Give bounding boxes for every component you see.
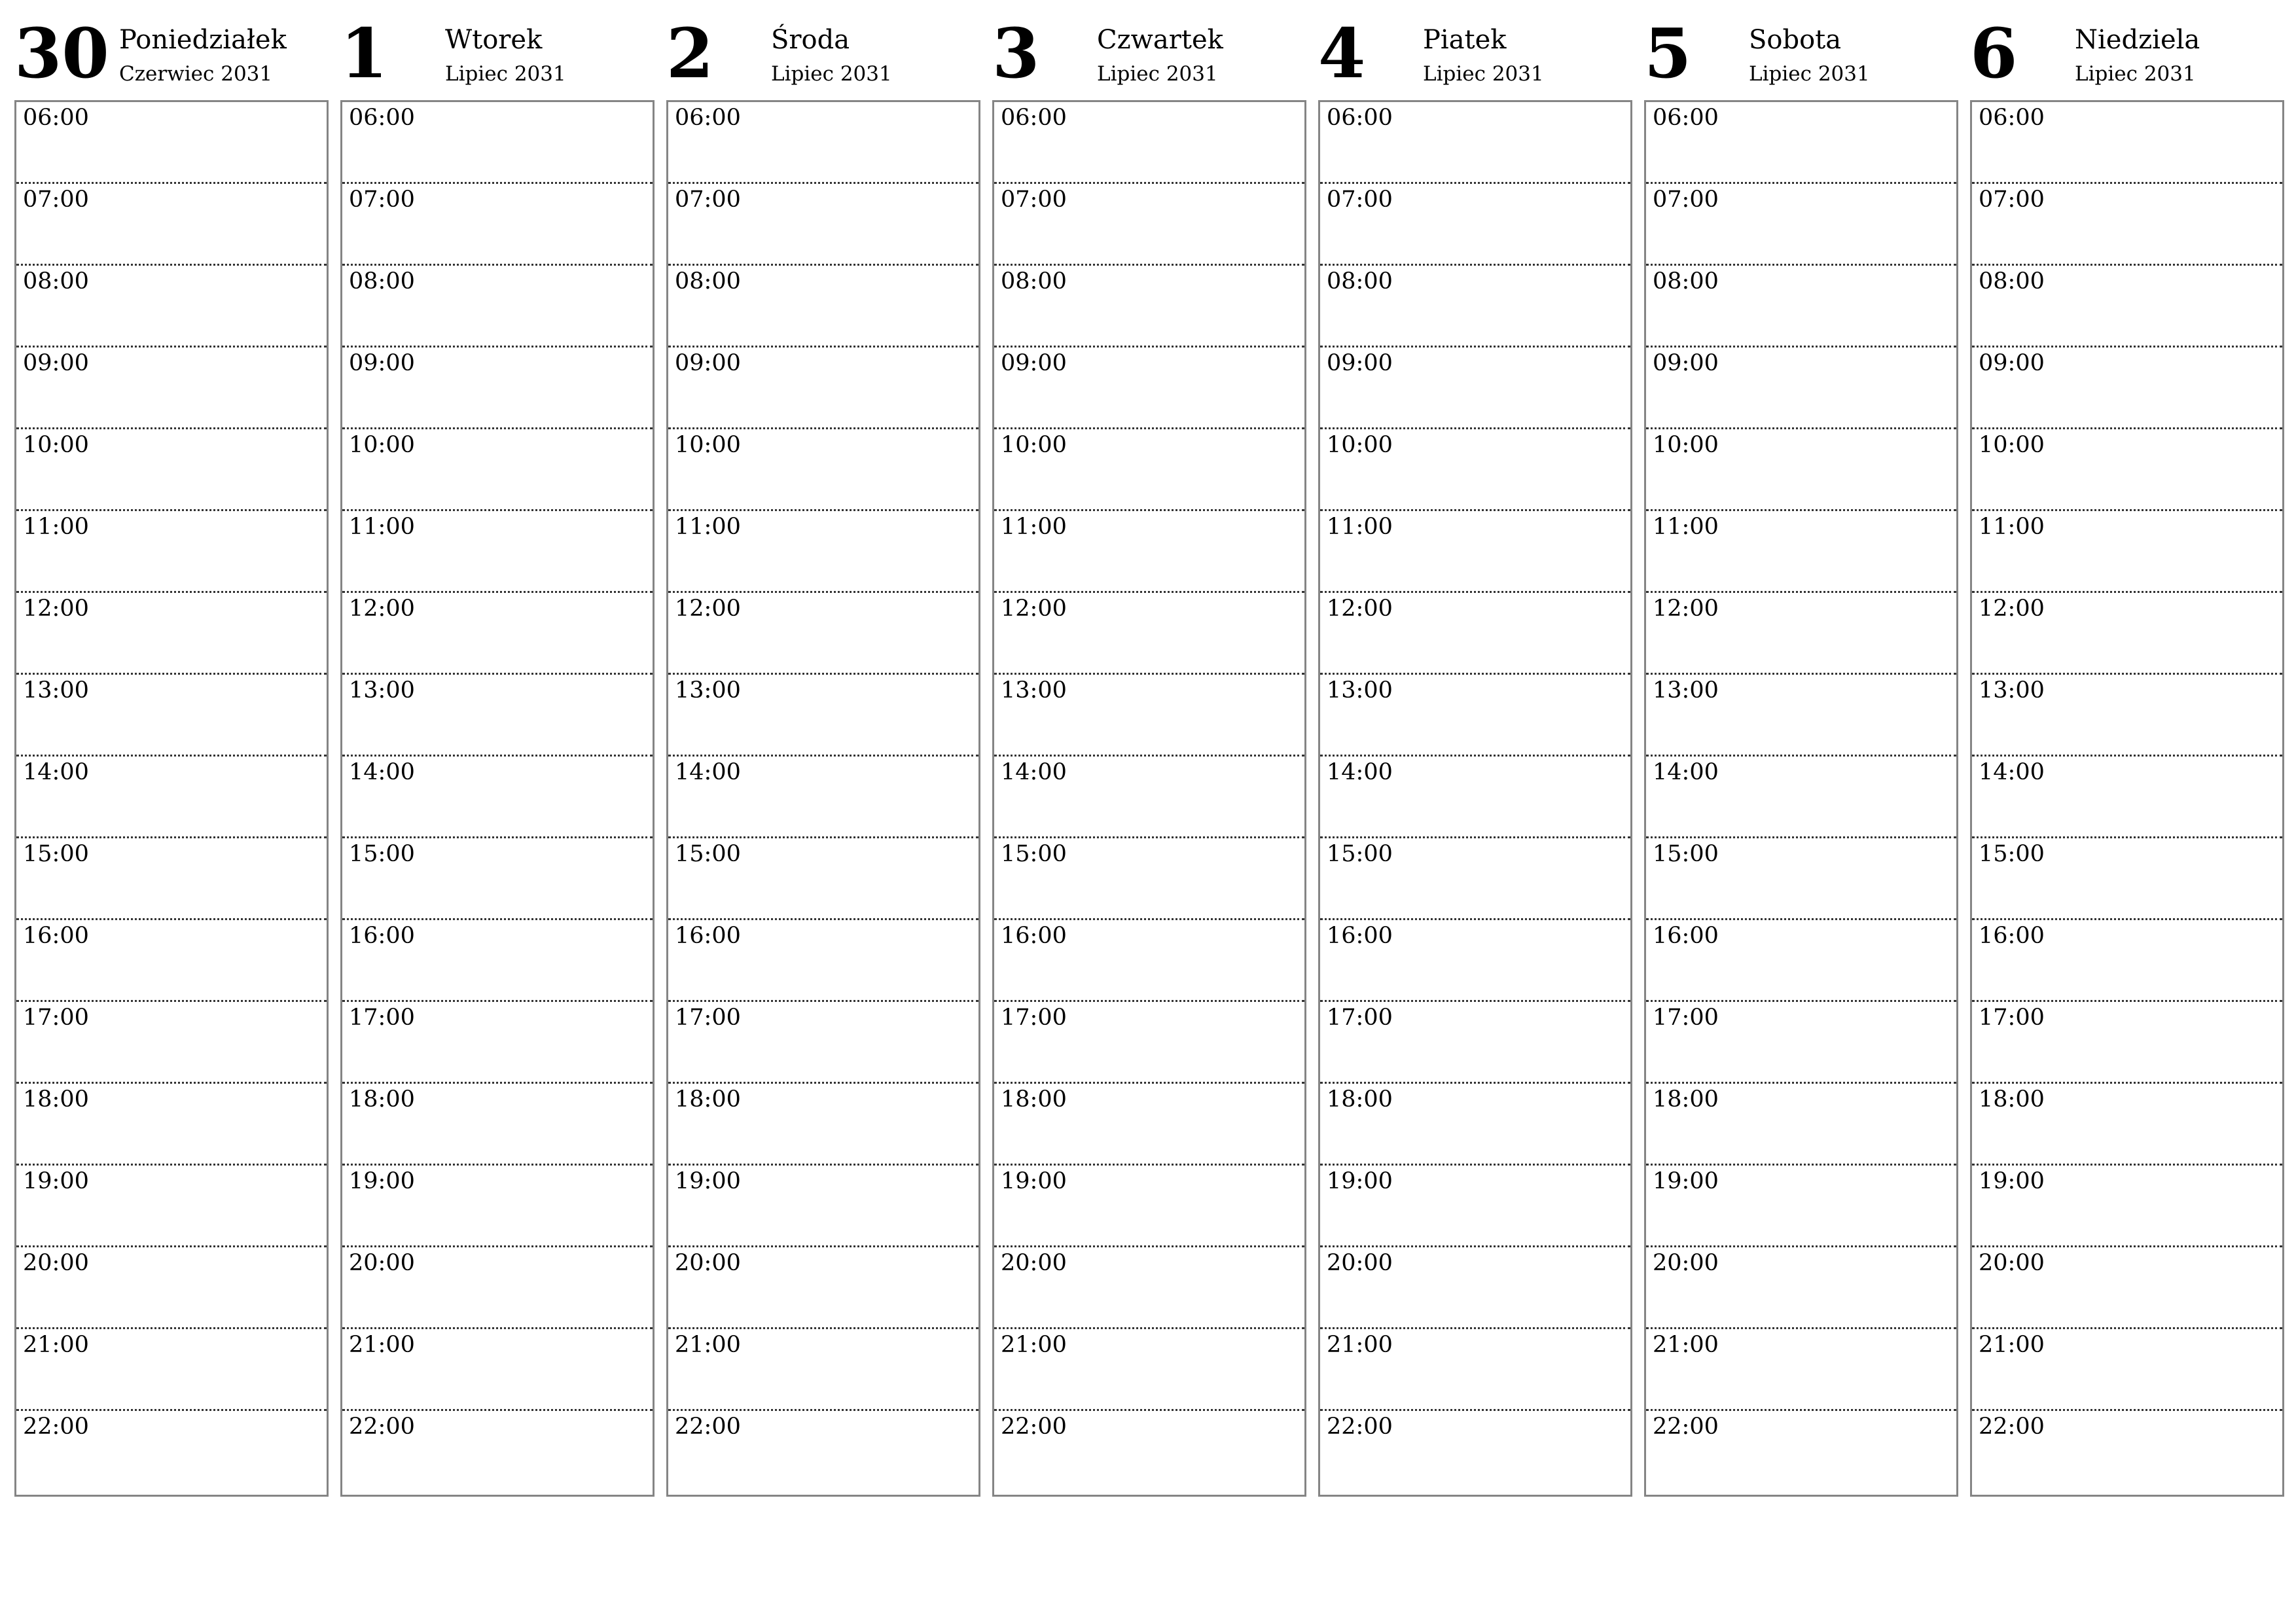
hour-label: 21:00 [349,1332,415,1358]
hour-label: 06:00 [1327,105,1393,131]
hour-slot[interactable] [1972,1166,2282,1247]
hour-slot[interactable] [1646,348,1956,429]
hour-label: 19:00 [23,1168,89,1194]
day-column [992,0,1306,1505]
hour-label: 16:00 [349,923,415,949]
hour-label: 13:00 [1327,677,1393,704]
hour-slot[interactable] [16,675,327,757]
hour-slot[interactable] [994,348,1304,429]
hour-slot[interactable] [342,1411,653,1493]
hour-label: 14:00 [349,759,415,785]
hour-label: 09:00 [1327,350,1393,376]
hour-label: 09:00 [1979,350,2045,376]
hour-label: 22:00 [349,1414,415,1440]
day-name: Niedziela [2075,25,2200,55]
hour-slot[interactable] [16,429,327,511]
hour-label: 14:00 [23,759,89,785]
day-month-year: Lipiec 2031 [1097,62,1218,86]
hour-slot[interactable] [342,429,653,511]
hour-slot[interactable] [1972,1002,2282,1084]
hour-slot[interactable] [1320,757,1630,838]
hour-slot[interactable] [1646,266,1956,348]
hour-label: 08:00 [1653,268,1719,294]
day-column [340,0,655,1505]
hour-slot[interactable] [668,429,978,511]
hour-label: 17:00 [23,1005,89,1031]
hour-label: 15:00 [1327,841,1393,867]
hour-slot[interactable] [668,920,978,1002]
day-number: 30 [14,13,109,94]
hour-slot[interactable] [1320,184,1630,266]
hour-slot[interactable] [1320,675,1630,757]
hour-slot[interactable] [1646,675,1956,757]
hour-slot[interactable] [342,348,653,429]
hour-slot[interactable] [668,1084,978,1166]
hour-label: 13:00 [1653,677,1719,704]
hour-slot[interactable] [16,1166,327,1247]
hour-slot[interactable] [994,838,1304,920]
hour-slot[interactable] [16,511,327,593]
hour-slot[interactable] [1972,511,2282,593]
hour-slot[interactable] [342,1247,653,1329]
hour-label: 17:00 [1653,1005,1719,1031]
day-column [1644,0,1958,1505]
hour-slot[interactable] [1972,1411,2282,1493]
hour-label: 06:00 [349,105,415,131]
hour-label: 07:00 [1653,187,1719,213]
hour-label: 11:00 [1979,514,2045,540]
hour-slot[interactable] [1646,1084,1956,1166]
hour-slot[interactable] [994,266,1304,348]
hour-slot[interactable] [668,184,978,266]
hour-slot[interactable] [668,1247,978,1329]
hour-label: 18:00 [1979,1086,2045,1113]
hour-label: 22:00 [1653,1414,1719,1440]
day-column [666,0,980,1505]
hour-label: 18:00 [1653,1086,1719,1113]
hour-slot[interactable] [342,1002,653,1084]
hour-label: 17:00 [675,1005,741,1031]
hour-slot[interactable] [1320,1166,1630,1247]
day-number: 3 [992,13,1040,94]
hour-label: 10:00 [1327,432,1393,458]
hour-slot[interactable] [342,266,653,348]
hour-slot[interactable] [342,511,653,593]
hour-label: 20:00 [1979,1250,2045,1276]
hour-slot[interactable] [1320,1247,1630,1329]
hour-label: 09:00 [1001,350,1067,376]
hour-label: 12:00 [1653,596,1719,622]
hour-slot[interactable] [1972,348,2282,429]
hour-label: 17:00 [349,1005,415,1031]
hour-label: 08:00 [23,268,89,294]
hour-label: 16:00 [23,923,89,949]
hour-label: 14:00 [1001,759,1067,785]
hour-label: 07:00 [1327,187,1393,213]
hour-label: 21:00 [1653,1332,1719,1358]
hour-label: 09:00 [23,350,89,376]
hour-label: 08:00 [675,268,741,294]
hour-label: 14:00 [1979,759,2045,785]
day-column [1318,0,1632,1505]
hour-label: 19:00 [1979,1168,2045,1194]
hour-slot[interactable] [16,1002,327,1084]
hour-label: 22:00 [1327,1414,1393,1440]
hour-slot[interactable] [994,1002,1304,1084]
hour-slot[interactable] [342,838,653,920]
hour-slot[interactable] [1972,1329,2282,1411]
hour-label: 18:00 [1327,1086,1393,1113]
hour-slot[interactable] [994,1329,1304,1411]
hour-label: 14:00 [675,759,741,785]
hour-slot[interactable] [1320,429,1630,511]
hour-slot[interactable] [1646,511,1956,593]
hour-slot[interactable] [994,675,1304,757]
hour-label: 21:00 [1001,1332,1067,1358]
hour-label: 20:00 [23,1250,89,1276]
hour-slot[interactable] [1646,1002,1956,1084]
hour-slot[interactable] [1646,429,1956,511]
hour-label: 18:00 [23,1086,89,1113]
hour-label: 15:00 [23,841,89,867]
hour-label: 21:00 [675,1332,741,1358]
hour-label: 09:00 [349,350,415,376]
hour-slot[interactable] [342,1166,653,1247]
hour-label: 22:00 [23,1414,89,1440]
hour-label: 18:00 [675,1086,741,1113]
hour-label: 22:00 [1001,1414,1067,1440]
hour-slot[interactable] [16,102,327,184]
hour-slot[interactable] [994,184,1304,266]
hour-slot[interactable] [668,593,978,675]
day-header [1318,0,1632,99]
hour-label: 08:00 [1979,268,2045,294]
day-schedule-box [666,100,980,1497]
hour-slot[interactable] [342,184,653,266]
hour-label: 13:00 [1001,677,1067,704]
hour-slot[interactable] [16,1084,327,1166]
hour-slot[interactable] [16,266,327,348]
hour-slot[interactable] [668,1411,978,1493]
hour-slot[interactable] [342,1084,653,1166]
hour-label: 14:00 [1327,759,1393,785]
hour-label: 11:00 [349,514,415,540]
day-header [1970,0,2284,99]
hour-label: 07:00 [23,187,89,213]
hour-slot[interactable] [1972,675,2282,757]
day-number: 1 [340,13,388,94]
hour-label: 07:00 [349,187,415,213]
hour-label: 15:00 [675,841,741,867]
hour-slot[interactable] [1972,838,2282,920]
hour-slot[interactable] [16,757,327,838]
hour-label: 21:00 [1979,1332,2045,1358]
hour-slot[interactable] [1972,1084,2282,1166]
hour-slot[interactable] [1972,429,2282,511]
hour-label: 08:00 [1001,268,1067,294]
hour-slot[interactable] [668,757,978,838]
hour-slot[interactable] [342,675,653,757]
hour-label: 12:00 [675,596,741,622]
day-schedule-box [1970,100,2284,1497]
day-month-year: Czerwiec 2031 [119,62,273,86]
day-schedule-box [992,100,1306,1497]
hour-label: 13:00 [675,677,741,704]
hour-slot[interactable] [668,266,978,348]
hour-slot[interactable] [668,1002,978,1084]
hour-slot[interactable] [668,1166,978,1247]
hour-slot[interactable] [994,757,1304,838]
hour-label: 11:00 [675,514,741,540]
hour-slot[interactable] [1320,511,1630,593]
hour-slot[interactable] [1972,1247,2282,1329]
hour-label: 09:00 [675,350,741,376]
hour-label: 22:00 [1979,1414,2045,1440]
hour-slot[interactable] [994,920,1304,1002]
hour-label: 08:00 [349,268,415,294]
day-header [14,0,329,99]
day-name: Sobota [1749,25,1842,55]
hour-slot[interactable] [342,102,653,184]
day-month-year: Lipiec 2031 [771,62,892,86]
hour-slot[interactable] [342,593,653,675]
hour-label: 12:00 [1327,596,1393,622]
hour-label: 16:00 [1979,923,2045,949]
hour-slot[interactable] [1320,920,1630,1002]
day-header [666,0,980,99]
hour-slot[interactable] [16,838,327,920]
hour-label: 11:00 [1001,514,1067,540]
day-name: Środa [771,25,850,55]
hour-slot[interactable] [994,511,1304,593]
day-schedule-box [340,100,655,1497]
hour-label: 06:00 [675,105,741,131]
hour-slot[interactable] [1646,1166,1956,1247]
hour-label: 12:00 [1001,596,1067,622]
hour-slot[interactable] [994,102,1304,184]
hour-slot[interactable] [16,920,327,1002]
hour-label: 15:00 [1653,841,1719,867]
hour-label: 10:00 [23,432,89,458]
hour-slot[interactable] [16,1411,327,1493]
day-number: 6 [1970,13,2018,94]
day-number: 2 [666,13,714,94]
hour-label: 15:00 [349,841,415,867]
hour-label: 14:00 [1653,759,1719,785]
hour-slot[interactable] [1320,348,1630,429]
hour-label: 19:00 [675,1168,741,1194]
day-name: Czwartek [1097,25,1223,55]
hour-slot[interactable] [1972,757,2282,838]
hour-slot[interactable] [1972,102,2282,184]
hour-label: 16:00 [675,923,741,949]
hour-label: 15:00 [1979,841,2045,867]
hour-slot[interactable] [994,1247,1304,1329]
hour-slot[interactable] [994,1084,1304,1166]
day-column [14,0,329,1505]
hour-slot[interactable] [1320,1411,1630,1493]
hour-label: 10:00 [1979,432,2045,458]
hour-label: 22:00 [675,1414,741,1440]
hour-slot[interactable] [1646,920,1956,1002]
hour-label: 12:00 [1979,596,2045,622]
hour-slot[interactable] [1646,1329,1956,1411]
hour-slot[interactable] [1646,184,1956,266]
hour-label: 19:00 [1653,1168,1719,1194]
hour-label: 17:00 [1001,1005,1067,1031]
hour-slot[interactable] [668,348,978,429]
hour-slot[interactable] [668,675,978,757]
hour-label: 12:00 [349,596,415,622]
hour-slot[interactable] [16,1247,327,1329]
hour-label: 13:00 [23,677,89,704]
hour-slot[interactable] [1646,757,1956,838]
hour-label: 06:00 [1979,105,2045,131]
hour-slot[interactable] [1646,1247,1956,1329]
hour-slot[interactable] [1320,102,1630,184]
hour-label: 20:00 [1001,1250,1067,1276]
hour-slot[interactable] [994,1411,1304,1493]
hour-slot[interactable] [1320,1329,1630,1411]
hour-label: 06:00 [1001,105,1067,131]
hour-slot[interactable] [1320,1002,1630,1084]
day-header [1644,0,1958,99]
hour-slot[interactable] [16,348,327,429]
hour-label: 09:00 [1653,350,1719,376]
day-header [992,0,1306,99]
hour-label: 17:00 [1327,1005,1393,1031]
hour-label: 16:00 [1327,923,1393,949]
hour-label: 07:00 [675,187,741,213]
day-name: Piatek [1423,25,1507,55]
hour-label: 19:00 [349,1168,415,1194]
hour-slot[interactable] [16,184,327,266]
hour-slot[interactable] [342,757,653,838]
day-month-year: Lipiec 2031 [2075,62,2196,86]
hour-slot[interactable] [1320,1084,1630,1166]
hour-label: 10:00 [1001,432,1067,458]
hour-label: 16:00 [1653,923,1719,949]
hour-label: 11:00 [1653,514,1719,540]
hour-slot[interactable] [994,429,1304,511]
hour-label: 08:00 [1327,268,1393,294]
hour-slot[interactable] [668,1329,978,1411]
hour-slot[interactable] [1320,838,1630,920]
hour-slot[interactable] [1646,838,1956,920]
hour-slot[interactable] [1320,266,1630,348]
hour-slot[interactable] [668,511,978,593]
hour-label: 17:00 [1979,1005,2045,1031]
hour-slot[interactable] [1972,593,2282,675]
day-month-year: Lipiec 2031 [1749,62,1870,86]
day-month-year: Lipiec 2031 [445,62,566,86]
hour-slot[interactable] [668,838,978,920]
hour-label: 16:00 [1001,923,1067,949]
hour-label: 07:00 [1001,187,1067,213]
hour-label: 15:00 [1001,841,1067,867]
day-header [340,0,655,99]
hour-slot[interactable] [342,920,653,1002]
hour-label: 12:00 [23,596,89,622]
day-name: Wtorek [445,25,543,55]
hour-label: 20:00 [1327,1250,1393,1276]
day-number: 5 [1644,13,1692,94]
hour-label: 10:00 [349,432,415,458]
hour-label: 18:00 [349,1086,415,1113]
hour-label: 07:00 [1979,187,2045,213]
hour-label: 19:00 [1001,1168,1067,1194]
hour-slot[interactable] [1646,102,1956,184]
hour-slot[interactable] [1972,266,2282,348]
hour-slot[interactable] [994,1166,1304,1247]
day-number: 4 [1318,13,1366,94]
hour-label: 06:00 [23,105,89,131]
hour-slot[interactable] [1646,593,1956,675]
hour-label: 11:00 [1327,514,1393,540]
hour-slot[interactable] [1320,593,1630,675]
hour-label: 21:00 [1327,1332,1393,1358]
hour-slot[interactable] [342,1329,653,1411]
day-schedule-box [1318,100,1632,1497]
day-name: Poniedziałek [119,25,287,55]
hour-label: 11:00 [23,514,89,540]
hour-slot[interactable] [16,593,327,675]
hour-slot[interactable] [1972,920,2282,1002]
hour-label: 10:00 [675,432,741,458]
hour-label: 10:00 [1653,432,1719,458]
hour-label: 18:00 [1001,1086,1067,1113]
hour-label: 13:00 [349,677,415,704]
hour-label: 20:00 [675,1250,741,1276]
hour-label: 20:00 [1653,1250,1719,1276]
hour-slot[interactable] [16,1329,327,1411]
day-column [1970,0,2284,1505]
hour-slot[interactable] [1972,184,2282,266]
hour-slot[interactable] [1646,1411,1956,1493]
hour-label: 20:00 [349,1250,415,1276]
hour-slot[interactable] [668,102,978,184]
day-schedule-box [14,100,329,1497]
hour-label: 21:00 [23,1332,89,1358]
hour-label: 19:00 [1327,1168,1393,1194]
day-month-year: Lipiec 2031 [1423,62,1544,86]
hour-label: 13:00 [1979,677,2045,704]
hour-slot[interactable] [994,593,1304,675]
day-schedule-box [1644,100,1958,1497]
hour-label: 06:00 [1653,105,1719,131]
